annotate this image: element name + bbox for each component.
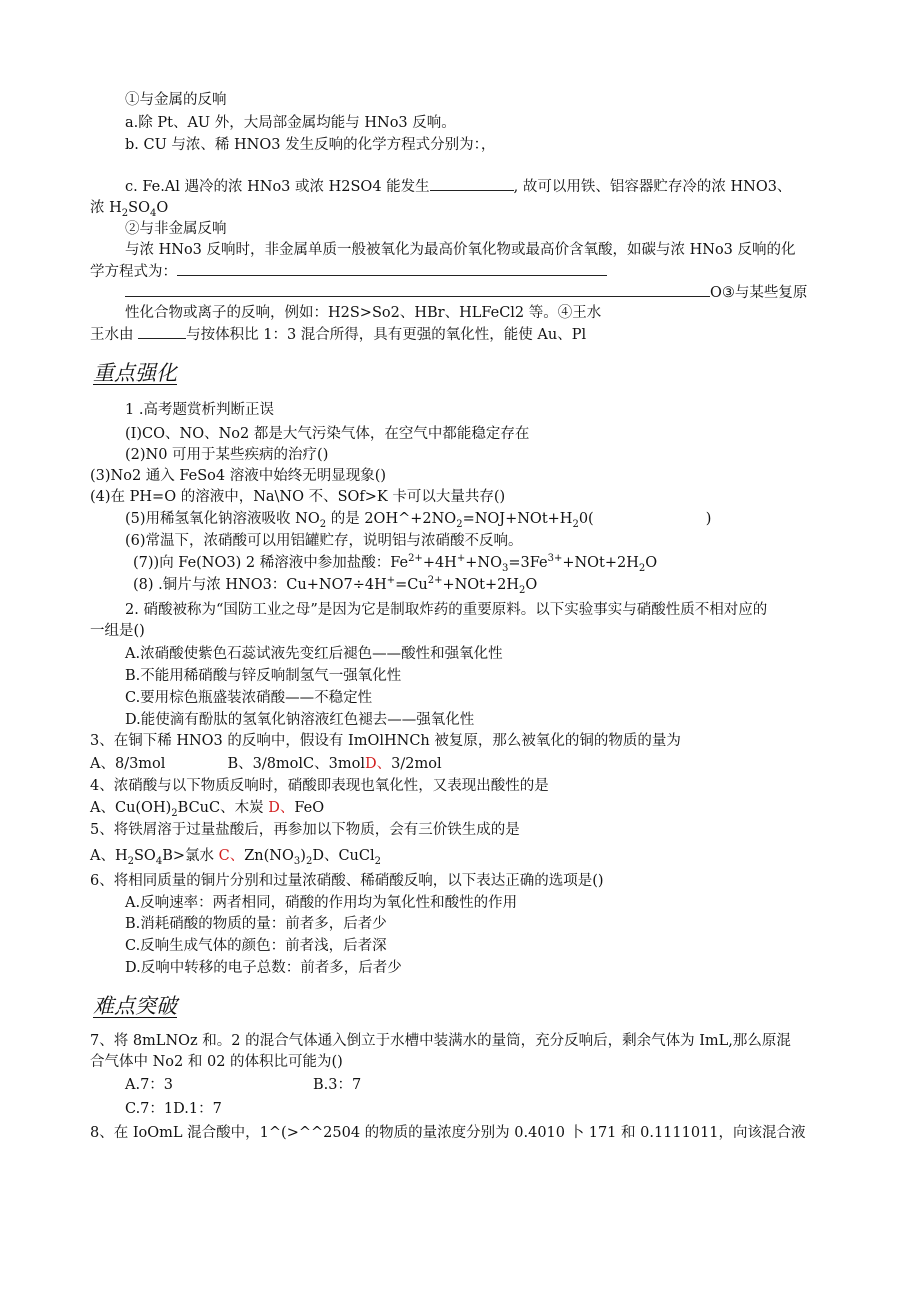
question-3-options: [90, 754, 442, 774]
text-fragment: (7))向 Fe(NO3) 2 稀溶液中参加盐酸：Fe: [133, 555, 409, 571]
question-2-stem: 2. 硝酸被称为“国防工业之母”是因为它是制取炸药的重要原料。以下实验事实与硝酸性质不相对应的: [125, 602, 768, 618]
option-d-label: D、: [364, 756, 392, 772]
text-fragment: SO: [128, 200, 150, 216]
text-fragment: O: [156, 200, 169, 216]
question-6-option-d: D.反响中转移的电子总数：前者多，后者少: [125, 960, 402, 976]
question-7-stem-cont: 合气体中 No2 和 02 的体积比可能为(): [90, 1054, 343, 1070]
option-c-label: C、: [218, 848, 245, 864]
section-heading-difficult-points: 难点突破: [93, 994, 177, 1018]
text-fragment: O: [525, 577, 538, 593]
metal-reaction-c-cont: [90, 198, 168, 218]
answer-blank: [125, 282, 710, 297]
text-fragment: A、H: [90, 848, 128, 864]
text-fragment: (5)用稀氢氧化钠溶液吸收 NO: [125, 511, 320, 527]
question-2-option-c: C.要用棕色瓶盛装浓硝酸——不稳定性: [125, 690, 373, 706]
question-4-stem: 4、浓硝酸与以下物质反响时，硝酸即表现也氧化性，又表现出酸性的是: [90, 778, 549, 794]
answer-blank: [177, 261, 607, 276]
question-7-stem: 7、将 8mLNOz 和。2 的混合气体通入倒立于水槽中装满水的量筒，充分反响后，剩余气体为 ImL,那么原混: [90, 1033, 791, 1049]
subscript: 2: [171, 807, 178, 819]
subscript: 4: [155, 855, 163, 867]
subscript: 2: [305, 855, 313, 867]
text-fragment: 王水由: [90, 327, 134, 343]
superscript: 3+: [547, 553, 563, 565]
text-fragment: O③与某些复原: [710, 285, 808, 301]
question-2-stem-cont: 一组是(): [90, 623, 145, 639]
text-fragment: ): [300, 848, 306, 864]
text-fragment: +NOt+2H: [442, 577, 520, 593]
nonmetal-reaction-text: 与浓 HNo3 反响时，非金属单质一般被氧化为最高价氧化物或最高价含氧酸，如碳与浓 HNo3 反响的化: [125, 242, 796, 258]
superscript: 2+: [427, 575, 443, 587]
metal-reaction-heading: ①与金属的反响: [125, 92, 227, 108]
option-d: 3∕2mol: [391, 756, 442, 772]
question-7-option-c-d: C.7：1D.1：7: [125, 1101, 222, 1117]
text-fragment: c. Fe.Al 遇冷的浓 HNo3 或浓 H2SO4 能发生: [125, 179, 430, 195]
text-fragment: D、CuCl: [312, 848, 375, 864]
option-b-c: B、3∕8molC、3mol: [227, 756, 365, 772]
question-2-option-d: D.能使滴有酚肽的氢氧化钠溶液红色褪去——强氧化性: [125, 712, 475, 728]
subscript: 2: [374, 855, 381, 867]
superscript: 2+: [408, 553, 423, 565]
subscript: 2: [319, 518, 327, 530]
text-fragment: A、Cu(OH): [90, 800, 172, 816]
text-fragment: 学方程式为：: [90, 264, 177, 280]
metal-reaction-b: b. CU 与浓、稀 HNO3 发生反响的化学方程式分别为：，: [125, 137, 496, 153]
text-fragment: 的是 2OH^+2NO: [326, 511, 457, 527]
question-1-item: (I)CO、NO、No2 都是大气污染气体，在空气中都能稳定存在: [125, 426, 530, 442]
subscript: 2: [456, 518, 463, 530]
question-1-item: (3)No2 通入 FeSo4 溶液中始终无明显现象(): [90, 468, 387, 484]
reducing-compounds-text: 性化合物或离子的反响，例如：H2S>So2、HBr、HLFeCl2 等。④王水: [125, 305, 602, 321]
subscript: 3: [501, 562, 509, 574]
text-fragment: SO: [134, 848, 156, 864]
superscript: +: [456, 553, 466, 565]
question-8-stem: 8、在 IoOmL 混合酸中，1^(>^^2504 的物质的量浓度分别为 0.4010 卜 171 和 0.1111011，向该混合液: [90, 1125, 806, 1141]
question-6-stem: 6、将相同质量的铜片分别和过量浓硝酸、稀硝酸反响，以下表达正确的选项是(): [90, 873, 604, 889]
text-fragment: O: [645, 555, 658, 571]
text-fragment: , 故可以用铁、铝容器贮存冷的浓 HNO3、: [513, 179, 792, 195]
answer-blank: [138, 324, 186, 339]
superscript: +: [386, 575, 396, 587]
question-6-option-a: A.反响速率：两者相同，硝酸的作用均为氧化性和酸性的作用: [125, 895, 518, 911]
question-6-option-c: C.反响生成气体的颜色：前者浅，后者深: [125, 938, 387, 954]
subscript: 2: [572, 518, 579, 530]
question-2-option-a: A.浓硝酸使紫色石蕊试液先变红后褪色——酸性和强氧化性: [125, 646, 503, 662]
question-4-options: [90, 798, 324, 818]
text-fragment: 与按体积比 1：3 混合所得，具有更强的氧化性，能使 Au、Pl: [186, 327, 587, 343]
metal-reaction-a: a.除 Pt、AU 外，大局部金属均能与 HNo3 反响。: [125, 115, 456, 131]
text-fragment: 0(: [578, 511, 594, 527]
question-5-stem: 5、将铁屑溶于过量盐酸后，再参加以下物质，会有三价铁生成的是: [90, 822, 520, 838]
question-6-option-b: B.消耗硝酸的物质的量：前者多，后者少: [125, 916, 387, 932]
section-heading-key-points: 重点强化: [93, 361, 177, 385]
option-a: A、8/3mol: [90, 756, 166, 772]
option-d-label: D、: [268, 800, 295, 816]
subscript: 4: [149, 207, 157, 219]
text-fragment: =3Fe: [508, 555, 548, 571]
text-fragment: (8) .铜片与浓 HNO3：Cu+NO7÷4H: [133, 577, 387, 593]
aqua-regia-text: [90, 324, 586, 345]
nonmetal-reaction-heading: ②与非金属反响: [125, 221, 227, 237]
subscript: 3: [293, 855, 301, 867]
text-fragment: =NOJ+NOt+H: [462, 511, 573, 527]
question-1-item: (6)常温下，浓硝酸可以用铝罐贮存，说明铝与浓硝酸不反响。: [125, 533, 523, 549]
text-fragment: B>氯水: [162, 848, 219, 864]
question-1-title: 1 .高考题赏析判断正误: [125, 402, 274, 418]
question-3-stem: 3、在铜下稀 HNO3 的反响中，假设有 ImOlHNCh 被复原，那么被氧化的铜的物质的量为: [90, 733, 681, 749]
nonmetal-equation-line: [90, 261, 607, 282]
subscript: 2: [127, 855, 134, 867]
text-fragment: +4H: [422, 555, 457, 571]
question-7-option-a: A.7：3: [125, 1077, 174, 1093]
question-1-item: [125, 509, 711, 529]
option-d: FeO: [294, 800, 325, 816]
text-fragment: 浓 H: [90, 200, 122, 216]
equation-blank-line: [125, 282, 807, 303]
question-2-option-b: B.不能用稀硝酸与锌反响制氢气一强氧化性: [125, 668, 402, 684]
answer-blank: [430, 176, 514, 191]
question-1-item: [133, 575, 537, 595]
text-fragment: +NO: [465, 555, 502, 571]
question-7-option-b: B.3：7: [313, 1077, 362, 1093]
subscript: 2: [121, 207, 129, 219]
question-1-item: (2)N0 可用于某些疾病的治疗(): [125, 447, 329, 463]
metal-reaction-c: [125, 176, 791, 197]
question-5-options: [90, 846, 381, 866]
subscript: 2: [638, 562, 646, 574]
text-fragment: =Cu: [395, 577, 428, 593]
text-fragment: Zn(NO: [244, 848, 294, 864]
subscript: 2: [519, 584, 526, 596]
question-1-item: (4)在 PH=O 的溶液中，Na\NO 不、SOf>K 卡可以大量共存(): [90, 489, 506, 505]
text-fragment: BCuC、木炭: [177, 800, 269, 816]
text-fragment: +NOt+2H: [562, 555, 639, 571]
question-1-item: [133, 553, 657, 573]
text-fragment: ): [705, 511, 712, 527]
